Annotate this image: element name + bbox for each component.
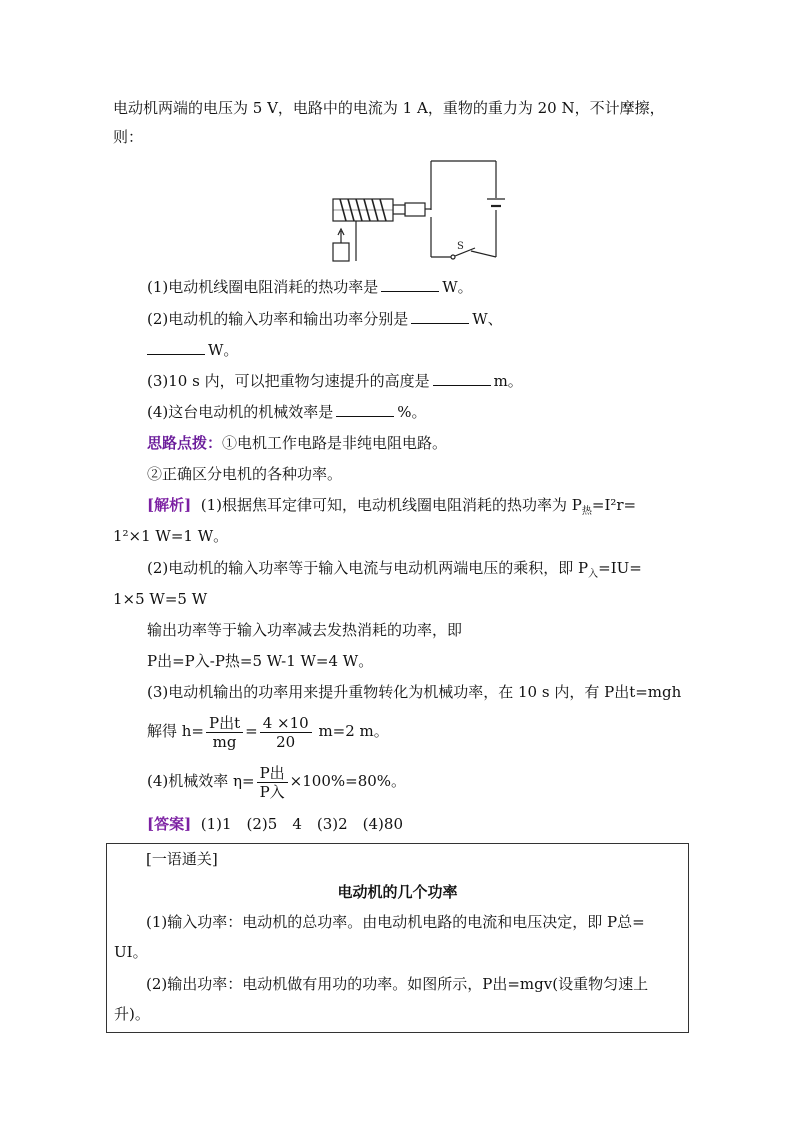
summary-point-1-cont: UI。 [114, 943, 148, 961]
hint-label: 思路点拨： [147, 434, 223, 452]
answer-line: [答案] (1)1 (2)5 4 (3)2 (4)80 [147, 815, 404, 833]
solution-3-eq: 解得 h= $\frac{\text{P出t}}{mg}$ = $\frac{4 \times 10}{20}$ m=2 m。 [147, 713, 389, 751]
summary-point-2: (2)输出功率：电动机做有用功的功率。如图所示，P出=mgv(设重物匀速上 [146, 975, 649, 993]
solution-2-cont: 1×5 W=5 W [113, 590, 208, 608]
answer-blank-3 [433, 371, 491, 386]
solution-1: [解析] (1)根据焦耳定律可知，电动机线圈电阻消耗的热功率为 $P_热=I^2r=$ [147, 496, 637, 517]
answer-blank-1 [381, 277, 439, 292]
fraction-efficiency: $\frac{\text{P出}}{\text{P入}}$ [257, 764, 288, 801]
answer-blank-2a [411, 309, 469, 324]
motor-circuit-diagram [330, 155, 510, 270]
question-2: (2)电动机的输入功率和输出功率分别是 W、 [147, 310, 503, 328]
solution-3: (3)电动机输出的功率用来提升重物转化为机械功率，在 10 s 内，有 P出t=mgh [147, 683, 682, 701]
answer-blank-4 [336, 402, 394, 417]
question-3: (3)10 s 内，可以把重物匀速提升的高度是 m。 [147, 372, 523, 390]
summary-box [106, 843, 689, 1033]
intro-line-2: 则： [113, 128, 144, 146]
question-1: (1)电动机线圈电阻消耗的热功率是 W。 [147, 278, 473, 296]
solution-2: (2)电动机的输入功率等于输入电流与电动机两端电压的乘积，即 $P_入=IU=$ [147, 559, 642, 580]
solution-1-cont: 1²×1 W=1 W。 [113, 527, 229, 545]
question-2-cont: W。 [147, 340, 238, 360]
summary-title: 电动机的几个功率 [337, 883, 458, 901]
solution-2-eq: P出=P入-P热=5 W-1 W=4 W。 [147, 652, 374, 670]
hint-line-1: 思路点拨：①电机工作电路是非纯电阻电路。 [147, 434, 448, 452]
answer-label: [答案] [147, 815, 192, 833]
intro-line-1: 电动机两端的电压为 5 V，电路中的电流为 1 A，重物的重力为 20 N，不计摩擦， [113, 99, 665, 117]
answer-blank-2b [147, 340, 205, 355]
hint-line-2: ②正确区分电机的各种功率。 [147, 465, 343, 483]
solution-label: [解析] [147, 496, 192, 514]
summary-point-1: (1)输入功率：电动机的总功率。由电动机电路的电流和电压决定，即 P总= [146, 913, 645, 931]
solution-4: (4)机械效率 η= $\frac{\text{P出}}{\text{P入}}$ ×100%=80%。 [147, 763, 407, 801]
summary-tag: [一语通关] [146, 850, 218, 868]
question-4: (4)这台电动机的机械效率是 %。 [147, 403, 427, 421]
solution-2-text: 输出功率等于输入功率减去发热消耗的功率，即 [147, 621, 463, 639]
fraction-values: $\frac{4 \times 10}{20}$ [260, 714, 312, 751]
switch-label: S [457, 241, 464, 252]
summary-point-2-cont: 升)。 [114, 1005, 150, 1023]
fraction-h: $\frac{\text{P出t}}{mg}$ [206, 714, 243, 751]
